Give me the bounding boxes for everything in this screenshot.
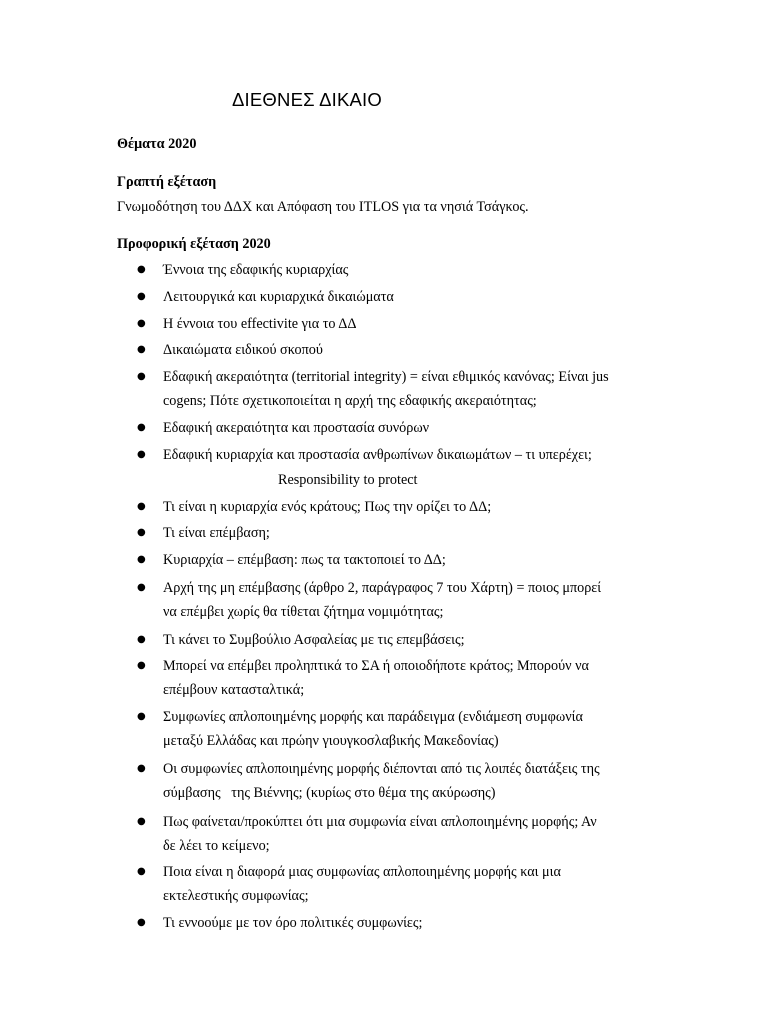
bullet-icon: ●: [137, 449, 146, 460]
bullet-icon: ●: [137, 763, 146, 774]
bullet-icon: ●: [137, 917, 146, 928]
bullet-icon: ●: [137, 866, 146, 877]
centered-note-text: Responsibility to protect: [278, 472, 418, 488]
list-item-line: Κυριαρχία – επέμβαση: πως τα τακτοποιεί το ΔΔ;: [163, 552, 446, 568]
list-item-line: Τι εννοούμε με τον όρο πολιτικές συμφωνίες;: [163, 915, 423, 931]
list-item-line: Αρχή της μη επέμβασης (άρθρο 2, παράγραφος 7 του Χάρτη) = ποιος μπορεί: [163, 580, 602, 596]
list-item-line: Μπορεί να επέμβει προληπτικά το ΣΑ ή οποιοδήποτε κράτος; Μπορούν να: [163, 658, 589, 674]
list-item-line: Τι είναι η κυριαρχία ενός κράτους; Πως την ορίζει το ΔΔ;: [163, 499, 492, 515]
bullet-icon: ●: [137, 582, 146, 593]
bullet-icon: ●: [137, 527, 146, 538]
bullet-icon: ●: [137, 816, 146, 827]
list-item-line: σύμβασης της Βιέννης; (κυρίως στο θέμα της ακύρωσης): [163, 785, 496, 801]
list-item-line: να επέμβει χωρίς θα τίθεται ζήτημα νομιμότητας;: [163, 604, 444, 620]
written-exam-text: Γνωμοδότηση του ΔΔΧ και Απόφαση του ITLOS για τα νησιά Τσάγκος.: [117, 199, 529, 215]
bullet-icon: ●: [137, 554, 146, 565]
list-item-line: Τι είναι επέμβαση;: [163, 525, 270, 541]
list-item-line: δε λέει το κείμενο;: [163, 838, 270, 854]
bullet-icon: ●: [137, 711, 146, 722]
list-item-line: Εδαφική ακεραιότητα (territorial integrity) = είναι εθιμικός κανόνας; Είναι jus: [163, 369, 609, 385]
list-item-line: Ποια είναι η διαφορά μιας συμφωνίας απλοποιημένης μορφής και μια: [163, 864, 561, 880]
list-item-line: Εδαφική ακεραιότητα και προστασία συνόρων: [163, 420, 430, 436]
bullet-icon: ●: [137, 371, 146, 382]
bullet-icon: ●: [137, 344, 146, 355]
written-exam-heading: Γραπτή εξέταση: [117, 174, 217, 190]
list-item-line: εκτελεστικής συμφωνίας;: [163, 888, 309, 904]
list-item-line: cogens; Πότε σχετικοποιείται η αρχή της εδαφικής ακεραιότητας;: [163, 393, 537, 409]
bullet-icon: ●: [137, 501, 146, 512]
oral-exam-heading: Προφορική εξέταση 2020: [117, 236, 271, 252]
list-item-line: επέμβουν κατασταλτικά;: [163, 682, 305, 698]
list-item-line: Δικαιώματα ειδικού σκοπού: [163, 342, 323, 358]
list-item-line: Πως φαίνεται/προκύπτει ότι μια συμφωνία είναι απλοποιημένης μορφής; Αν: [163, 814, 597, 830]
bullet-icon: ●: [137, 422, 146, 433]
list-item-line: Έννοια της εδαφικής κυριαρχίας: [163, 262, 349, 278]
list-item-line: Οι συμφωνίες απλοποιημένης μορφής διέπονται από τις λοιπές διατάξεις της: [163, 761, 600, 777]
list-item-line: Η έννοια του effectivite για το ΔΔ: [163, 316, 357, 332]
list-item-line: μεταξύ Ελλάδας και πρώην γιουγκοσλαβικής Μακεδονίας): [163, 733, 499, 749]
list-item-line: Εδαφική κυριαρχία και προστασία ανθρωπίνων δικαιωμάτων – τι υπερέχει;: [163, 447, 592, 463]
bullet-icon: ●: [137, 291, 146, 302]
bullet-icon: ●: [137, 318, 146, 329]
bullet-icon: ●: [137, 264, 146, 275]
bullet-icon: ●: [137, 660, 146, 671]
list-item-line: Συμφωνίες απλοποιημένης μορφής και παράδειγμα (ενδιάμεση συμφωνία: [163, 709, 583, 725]
list-item-line: Τι κάνει το Συμβούλιο Ασφαλείας με τις επεμβάσεις;: [163, 632, 465, 648]
year-heading: Θέματα 2020: [117, 136, 197, 152]
document-title: ΔΙΕΘΝΕΣ ΔΙΚΑΙΟ: [232, 89, 382, 110]
list-item-line: Λειτουργικά και κυριαρχικά δικαιώματα: [163, 289, 394, 305]
bullet-icon: ●: [137, 634, 146, 645]
